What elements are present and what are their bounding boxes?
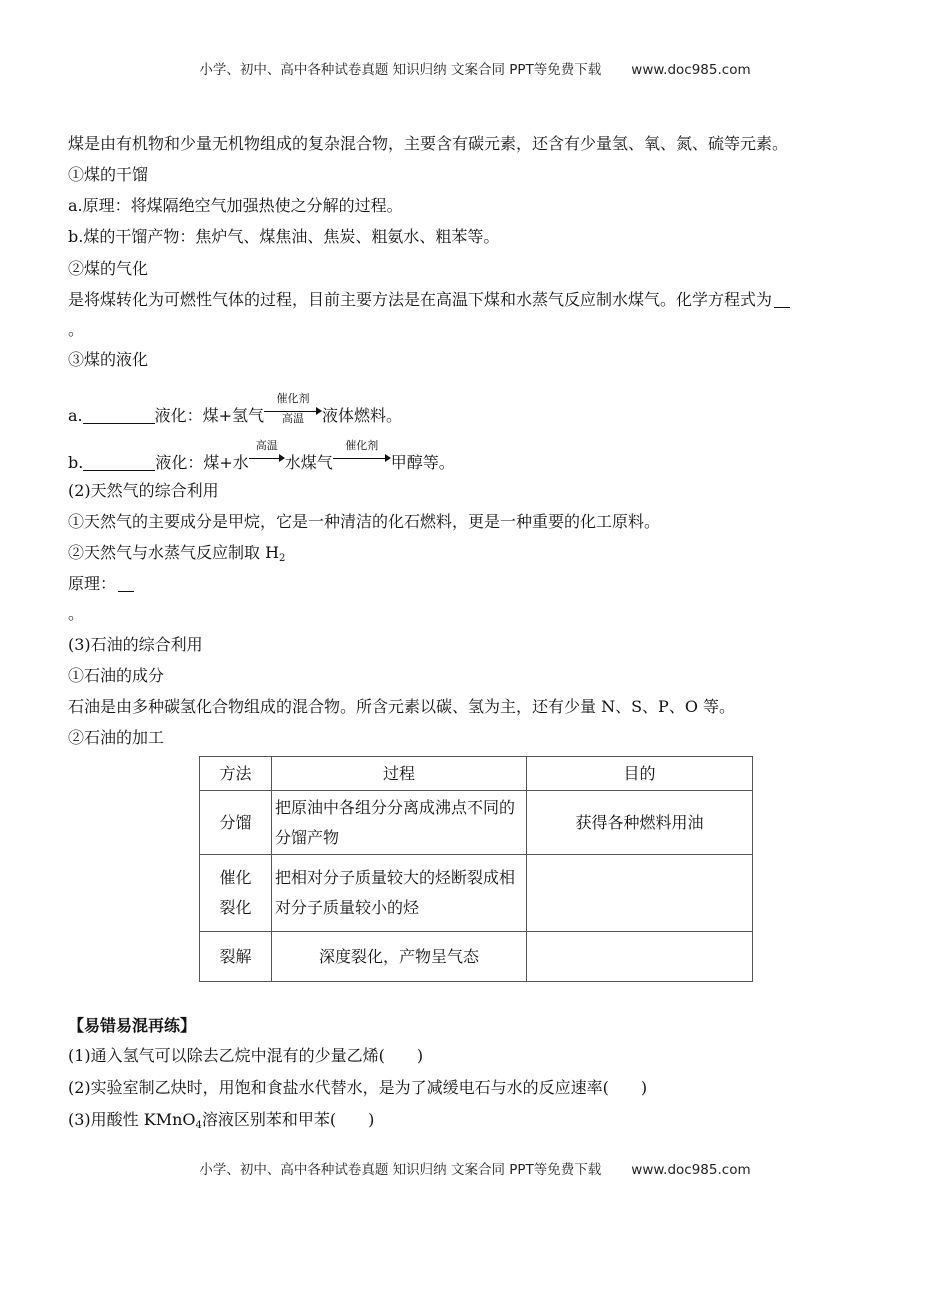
answer-blank[interactable] xyxy=(118,575,134,592)
arrow-condition-above: 高温 xyxy=(255,439,278,452)
liq-b-mid: 液化：煤+水 xyxy=(155,453,249,472)
arrow-condition-above: 催化剂 xyxy=(276,392,310,405)
page-footer xyxy=(0,1158,950,1178)
table-cell-method xyxy=(200,855,272,932)
coal-dry-title: ①煤的干馏 xyxy=(68,165,149,184)
coal-liq-b xyxy=(68,439,455,473)
practice-title: 【易错易混再练】 xyxy=(68,1016,197,1035)
coal-liq-a xyxy=(68,392,403,426)
table-cell-purpose-blank[interactable] xyxy=(527,855,753,932)
table-row xyxy=(200,791,753,855)
footer-site[interactable]: www.doc985.com xyxy=(631,1162,751,1178)
liq-a-prefix: a. xyxy=(68,406,83,425)
subscript: 4 xyxy=(195,1120,202,1131)
reaction-arrow xyxy=(264,392,322,425)
liq-b-middle: 水煤气 xyxy=(284,453,333,472)
page-header xyxy=(0,58,950,78)
oil-comp-text: 石油是由多种碳氢化合物组成的混合物。所含元素以碳、氢为主，还有少量 N、S、P、O 等。 xyxy=(68,697,736,716)
q3-post: 溶液区别苯和甲苯( ) xyxy=(201,1110,375,1129)
practice-q2: (2)实验室制乙炔时，用饱和食盐水代替水，是为了减缓电石与水的反应速率( ) xyxy=(68,1078,648,1097)
gas-item2 xyxy=(68,543,285,569)
gas-item1: ①天然气的主要成分是甲烷，它是一种清洁的化石燃料，更是一种重要的化工原料。 xyxy=(68,512,661,531)
practice-q1: (1)通入氢气可以除去乙烷中混有的少量乙烯( ) xyxy=(68,1046,424,1065)
arrow-condition-below: 高温 xyxy=(282,412,305,425)
oil-processing-table xyxy=(199,756,753,982)
coal-gas-text xyxy=(68,290,790,310)
oil-title: (3)石油的综合利用 xyxy=(68,635,203,654)
answer-blank[interactable] xyxy=(774,291,790,308)
gas-title: (2)天然气的综合利用 xyxy=(68,481,219,500)
footer-text: 小学、初中、高中各种试卷真题 知识归纳 文案合同 PPT等免费下载 xyxy=(199,1162,602,1178)
oil-comp-title: ①石油的成分 xyxy=(68,666,165,685)
table-cell-method: 分馏 xyxy=(200,791,272,855)
reaction-arrow xyxy=(333,439,391,468)
table-header-cell: 方法 xyxy=(200,757,272,791)
table-header-row xyxy=(200,757,753,791)
arrow-condition-above: 催化剂 xyxy=(345,439,379,452)
gas-principle xyxy=(68,574,134,594)
coal-intro: 煤是由有机物和少量无机物组成的复杂混合物，主要含有碳元素，还含有少量氢、氧、氮、硫等元素。 xyxy=(68,134,789,153)
liq-a-suffix: 液体燃料。 xyxy=(322,406,403,425)
table-header-cell: 过程 xyxy=(272,757,527,791)
coal-dry-a: a.原理：将煤隔绝空气加强热使之分解的过程。 xyxy=(68,196,403,215)
gas-period: 。 xyxy=(68,604,85,623)
table-cell-method: 裂解 xyxy=(200,932,272,982)
oil-proc-title: ②石油的加工 xyxy=(68,728,165,747)
liq-a-mid: 液化：煤+氢气 xyxy=(154,406,265,425)
table-row xyxy=(200,932,753,982)
table-row xyxy=(200,855,753,932)
method-line: 裂化 xyxy=(219,898,252,917)
table-header-cell: 目的 xyxy=(527,757,753,791)
liq-b-prefix: b. xyxy=(68,453,84,472)
header-text: 小学、初中、高中各种试卷真题 知识归纳 文案合同 PPT等免费下载 xyxy=(199,62,602,78)
table-cell-purpose: 获得各种燃料用油 xyxy=(527,791,753,855)
table-cell-purpose-blank[interactable] xyxy=(527,932,753,982)
gas-item2-text: ②天然气与水蒸气反应制取 H xyxy=(68,543,280,562)
subscript: 2 xyxy=(279,553,286,564)
liq-b-suffix: 甲醇等。 xyxy=(390,453,455,472)
reaction-arrow xyxy=(249,439,285,468)
practice-q3 xyxy=(68,1110,374,1136)
coal-gas-sentence: 是将煤转化为可燃性气体的过程，目前主要方法是在高温下煤和水蒸气反应制水煤气。化学方程式为 xyxy=(68,290,773,309)
principle-label: 原理： xyxy=(68,574,117,593)
answer-blank[interactable] xyxy=(83,407,155,424)
header-site[interactable]: www.doc985.com xyxy=(631,62,751,78)
coal-gas-title: ②煤的气化 xyxy=(68,259,149,278)
table-cell-process: 把相对分子质量较大的烃断裂成相对分子质量较小的烃 xyxy=(272,855,527,932)
table-cell-process: 深度裂化，产物呈气态 xyxy=(272,932,527,982)
coal-gas-period: 。 xyxy=(68,320,85,339)
coal-dry-b: b.煤的干馏产物：焦炉气、煤焦油、焦炭、粗氨水、粗苯等。 xyxy=(68,227,500,246)
answer-blank[interactable] xyxy=(83,454,155,471)
method-line: 催化 xyxy=(219,868,252,887)
table-cell-process: 把原油中各组分分离成沸点不同的分馏产物 xyxy=(272,791,527,855)
coal-liq-title: ③煤的液化 xyxy=(68,350,149,369)
q3-pre: (3)用酸性 KMnO xyxy=(68,1110,196,1129)
